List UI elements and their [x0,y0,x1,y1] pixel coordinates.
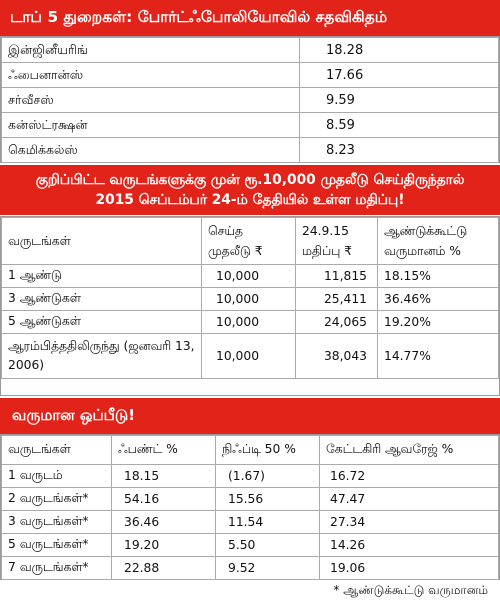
column-header-invested: செய்த முதலீடு ₹ [202,218,296,265]
period-cell: 1 வருடம் [2,465,112,488]
invested-cell: 10,000 [202,288,296,311]
cagr-cell: 19.20% [378,311,499,334]
value-cell: 38,043 [296,334,378,379]
sector-name: இன்ஜினீயரிங் [2,38,300,63]
period-cell: 3 வருடங்கள்* [2,511,112,534]
fund-cell: 22.88 [112,557,216,580]
invested-cell: 10,000 [202,311,296,334]
value-cell: 25,411 [296,288,378,311]
category-cell: 27.34 [320,511,499,534]
column-header-category: கேட்டகிரி ஆவரேஜ் % [320,436,499,465]
period-cell: 7 வருடங்கள்* [2,557,112,580]
investment-value-title [0,165,500,215]
table-row [2,488,499,511]
sector-percent: 8.59 [300,113,499,138]
top-sectors-title: டாப் 5 துறைகள்: போர்ட்ஃபோலியோவில் சதவிகிதம் [0,0,500,36]
table-header-row [2,218,499,265]
value-cell: 11,815 [296,265,378,288]
sector-name: சர்வீசஸ் [2,88,300,113]
table-row [2,38,499,63]
table-row [2,63,499,88]
table-header-row [2,436,499,465]
table-row [2,88,499,113]
period-cell: 2 வருடங்கள்* [2,488,112,511]
nifty-cell: 5.50 [216,534,320,557]
period-cell: 5 வருடங்கள்* [2,534,112,557]
column-header-period: வருடங்கள் [2,436,112,465]
sector-name: கன்ஸ்ட்ரக்ஷன் [2,113,300,138]
period-cell: ஆரம்பித்ததிலிருந்து (ஜனவரி 13, 2006) [2,334,202,379]
invested-cell: 10,000 [202,265,296,288]
table-row [2,334,499,379]
period-cell: 3 ஆண்டுகள் [2,288,202,311]
sector-percent: 9.59 [300,88,499,113]
invested-cell: 10,000 [202,334,296,379]
cagr-cell: 18.15% [378,265,499,288]
fund-cell: 54.16 [112,488,216,511]
returns-comparison-title: வருமான ஒப்பீடு! [0,398,500,434]
sector-percent: 18.28 [300,38,499,63]
top-sectors-table [0,36,500,163]
sector-name: கெமிக்கல்ஸ் [2,138,300,163]
table-row [2,534,499,557]
period-cell: 5 ஆண்டுகள் [2,311,202,334]
nifty-cell: 9.52 [216,557,320,580]
sector-name: ஃபைனான்ஸ் [2,63,300,88]
fund-cell: 36.46 [112,511,216,534]
cagr-cell: 14.77% [378,334,499,379]
category-cell: 14.26 [320,534,499,557]
table-row [2,265,499,288]
table-row [2,311,499,334]
table-row [2,557,499,580]
sector-percent: 17.66 [300,63,499,88]
investment-title-line1: குறிப்பிட்ட வருடங்களுக்கு முன் ரூ.10,000 முதலீடு செய்திருந்தால் [35,172,465,188]
nifty-cell: 11.54 [216,511,320,534]
sector-percent: 8.23 [300,138,499,163]
table-row [2,138,499,163]
fund-cell: 18.15 [112,465,216,488]
table-row [2,465,499,488]
category-cell: 19.06 [320,557,499,580]
column-header-fund: ஃபண்ட் % [112,436,216,465]
value-cell: 24,065 [296,311,378,334]
column-header-nifty: நிஃப்டி 50 % [216,436,320,465]
returns-comparison-table [0,434,500,580]
fund-cell: 19.20 [112,534,216,557]
column-header-value: 24.9.15 மதிப்பு ₹ [296,218,378,265]
nifty-cell: (1.67) [216,465,320,488]
category-cell: 16.72 [320,465,499,488]
period-cell: 1 ஆண்டு [2,265,202,288]
table-row [2,511,499,534]
table-row [2,288,499,311]
investment-value-table [0,216,500,396]
category-cell: 47.47 [320,488,499,511]
footnote: * ஆண்டுக்கூட்டு வருமானம் [333,583,488,597]
table-row [2,113,499,138]
column-header-cagr: ஆண்டுக்கூட்டு வருமானம் % [378,218,499,265]
nifty-cell: 15.56 [216,488,320,511]
column-header-period: வருடங்கள் [2,218,202,265]
investment-title-line2: 2015 செப்டம்பர் 24-ம் தேதியில் உள்ள மதிப்பு! [95,192,405,208]
cagr-cell: 36.46% [378,288,499,311]
